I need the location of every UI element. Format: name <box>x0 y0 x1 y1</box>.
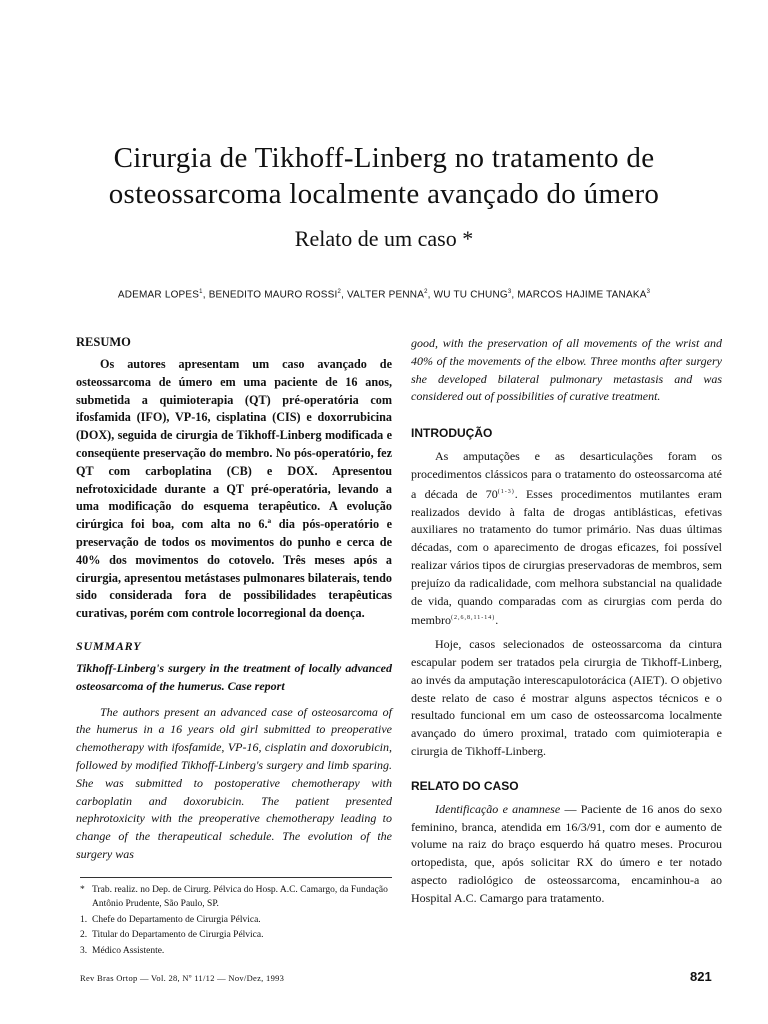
introducao-paragraph-1 <box>411 448 722 630</box>
footnote <box>80 929 392 943</box>
summary-title: Tikhoff-Linberg's surgery in the treatment of locally advanced osteosarcoma of the humerus. Case report <box>76 660 392 693</box>
introducao-heading: INTRODUÇÃO <box>411 426 493 441</box>
author-mark: 2 <box>424 289 428 295</box>
title-line-2: osteossarcoma localmente avançado do úmero <box>108 178 660 210</box>
citation-ref: (2,6,8,11-14) <box>451 615 496 622</box>
relato-paragraph <box>411 801 722 908</box>
author-mark: 2 <box>337 289 342 295</box>
right-column <box>411 335 722 908</box>
title-line-1: Cirurgia de Tikhoff-Linberg no tratamento de <box>113 142 655 174</box>
footnotes <box>80 877 392 961</box>
author-list: ADEMAR LOPES$^1$, BENEDITO MAURO ROSSI$^2$, VALTER PENNA$^2$, WU TU CHUNG$^3$, MARCOS HAJIME TANAKA$^3$ <box>117 289 651 301</box>
relato-text: — Paciente de 16 anos do sexo feminino, branca, atendida em 16/3/91, com dor e aumento de volume na raiz do braço esquerdo há quatro meses. Procurou ortopedista, que, após solicitar RX do úmero e ter notado aspecto radiológico de osteossarcoma, encaminhou-a ao Hospital A.C. Camargo para tratamento. <box>411 801 723 905</box>
introducao-p1-text: As amputações e as desarticulações foram os procedimentos clássicos para o tratamento do osteossarcoma até a década de 70 <box>411 449 722 501</box>
author-name: WU TU CHUNG <box>433 289 508 301</box>
citation-ref: (1-3) <box>497 488 515 495</box>
author-name: BENEDITO MAURO ROSSI <box>208 289 338 301</box>
article-title <box>40 140 728 212</box>
footnote-mark: * <box>80 885 85 895</box>
page-number: 821 <box>690 969 712 984</box>
article-subtitle: Relato de um caso * <box>294 226 474 251</box>
footnote-text: Médico Assistente. <box>92 946 165 957</box>
author-mark: 3 <box>646 289 651 295</box>
footnote-text: Titular do Departamento de Cirurgia Pélvica. <box>92 930 264 941</box>
introducao-paragraph-2: Hoje, casos selecionados de osteossarcoma da cintura escapular podem ser tratados pela cirurgia de Tikhoff-Linberg, ao invés da amputação interescapulotorácica (AIET). O objetivo deste relato de caso é mostrar alguns aspectos técnicos e o resultado funcional em um caso de osteossarcoma localmente avançado do úmero proximal, tratado com quimioterapia e cirurgia de Tikhoff-Linberg. <box>411 637 722 758</box>
footnote <box>80 884 392 912</box>
author-mark: 3 <box>507 289 512 295</box>
footnote-mark: 1. <box>80 914 88 925</box>
author-name: ADEMAR LOPES <box>117 289 200 301</box>
footnote <box>80 945 392 959</box>
summary-continuation: good, with the preservation of all movements of the wrist and 40% of the movements of the elbow. Three months after surgery she developed bilateral pulmonary metastasis and was considered out of possibilities of curative treatment. <box>411 336 722 404</box>
footnote-text: Trab. realiz. no Dep. de Cirurg. Pélvica do Hosp. A.C. Camargo, da Fundação Antônio Prudente, São Paulo, SP. <box>92 885 388 909</box>
author-mark: 1 <box>199 289 203 295</box>
relato-lead: Identificação e anamnese <box>435 801 561 816</box>
footnote-text: Chefe do Departamento de Cirurgia Pélvica. <box>92 914 261 925</box>
relato-heading: RELATO DO CASO <box>411 778 519 793</box>
footnote-mark: 2. <box>80 930 88 941</box>
footnote-mark: 3. <box>80 946 88 957</box>
introducao-p1-end: . <box>495 613 499 628</box>
summary-text: The authors present an advanced case of osteosarcoma of the humerus in a 16 years old girl submitted to preoperative chemotherapy with ifosfamide, VP-16, cisplatin and doxorubicin, followed by modified Tikhoff-Linberg's surgery and limb sparing. She was submitted to postoperative chemotherapy with carboplatin and doxorubicin. The patient presented nephrotoxicity with the preoperative chemotherapy leading to change of the therapeutical schedule. The evolution of the surgery was <box>76 704 392 861</box>
left-column <box>76 335 392 864</box>
author-name: MARCOS HAJIME TANAKA <box>517 289 647 301</box>
introducao-p1-text-cont: . Esses procedimentos mutilantes eram realizados devido à falta de drogas antiblásticas, efetivas auxiliares no tratamento do tumor primário. Nas duas últimas décadas, com o aparecimento de drogas eficazes, foi possível realizar vários tipos de cirurgias preservadoras de membros, sem prejuízo da radicalidade, com melhora substancial na qualidade de vida, quando comparadas com as cirurgias com perda do membro <box>411 486 722 628</box>
summary-heading: SUMMARY <box>76 638 142 653</box>
journal-citation: Rev Bras Ortop — Vol. 28, Nº 11/12 — Nov/Dez, 1993 <box>80 973 285 983</box>
author-name: VALTER PENNA <box>347 289 425 301</box>
resumo-text: Os autores apresentam um caso avançado de osteossarcoma de úmero em uma paciente de 16 anos, submetida a quimioterapia (QT) pré-operatória com ifosfamida (IFO), VP-16, cisplatina (CIS) e doxorrubicina (DOX), seguida de cirurgia de Tikhoff-Linberg modificada e conseqüente preservação do membro. No pós-operatório, fez QT com carboplatina (CB) e DOX. Apresentou nefrotoxicidade durante a QT pré-operatória, levando a uma modificação do esquema terapêutico. A evolução cirúrgica foi boa, com alta no 6.ª dia pós-operatório e preservação de todos os movimentos do punho e cerca de 40% dos movimentos do cotovelo. Três meses após a cirurgia, apresentou metástases pulmonares bilaterais, tendo sido considerada fora de possibilidades terapêuticas curativas, porém com controle locorregional da doença. <box>76 357 392 621</box>
resumo-heading: RESUMO <box>76 335 131 349</box>
footnote <box>80 914 392 928</box>
